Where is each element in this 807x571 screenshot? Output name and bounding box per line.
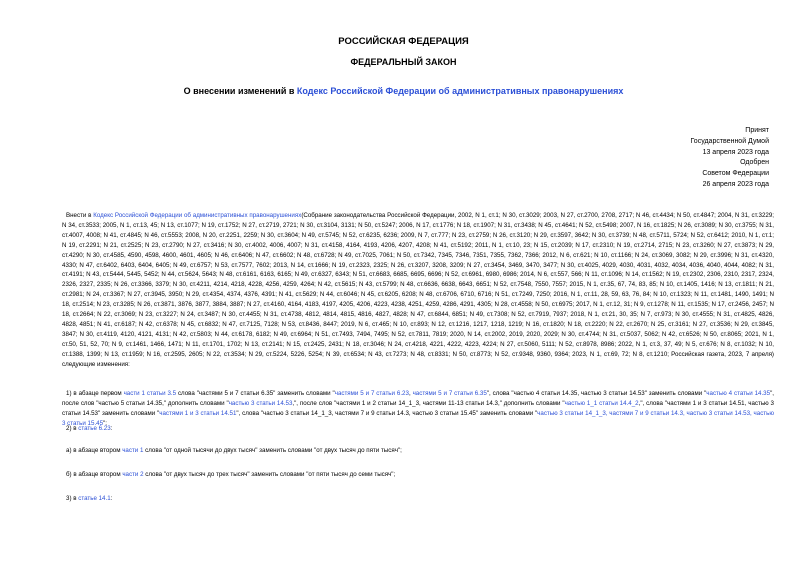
article-link[interactable]: частями 5 и 7 статьи 6.35 bbox=[412, 390, 487, 397]
adoption-council-date: 26 апреля 2023 года bbox=[702, 180, 769, 188]
text-fragment: слова "частями 5 и 7 статьи 6.35" заменить словами " bbox=[176, 390, 335, 397]
text-fragment: , bbox=[408, 390, 413, 397]
intro-code-link[interactable]: Кодекс Российской Федерации об административных правонарушениях bbox=[93, 212, 302, 219]
text-fragment: 3) в bbox=[66, 495, 79, 502]
article-link[interactable]: частью 1_1 статьи 14.4_2 bbox=[564, 399, 639, 407]
item-1-paragraph bbox=[62, 389, 774, 429]
article-link[interactable]: частью 3 статьи 14_1_3, частями 7 и 9 статьи 14.3, частью 3 статьи 14.53, частью 3 статьи 15.45 bbox=[62, 409, 774, 427]
law-title-code-link[interactable]: Кодекс Российской Федерации об административных правонарушениях bbox=[296, 86, 624, 96]
adoption-duma: Государственной Думой bbox=[690, 137, 769, 145]
text-fragment: а) в абзаце втором bbox=[66, 447, 123, 454]
text-fragment: 1) в абзаце первом bbox=[66, 390, 124, 397]
article-link[interactable]: частями 5 и 7 статьи 6.23 bbox=[334, 390, 409, 397]
item-3-paragraph bbox=[62, 494, 774, 504]
text-fragment: б) в абзаце втором bbox=[66, 471, 123, 478]
adoption-approved: Одобрен bbox=[740, 159, 769, 167]
text-fragment: ,", после слов "частями 1 и 2 статьи 14_1_3, частями 11-13 статьи 14.3," дополнить словами " bbox=[292, 399, 565, 407]
article-link[interactable]: части 2 bbox=[122, 471, 144, 478]
intro-paragraph bbox=[62, 211, 774, 370]
adoption-adopted: Принят bbox=[745, 127, 769, 134]
article-link[interactable]: статье 14.1 bbox=[78, 495, 111, 502]
article-link[interactable]: частями 1 и 3 статьи 14.51 bbox=[159, 409, 237, 417]
adoption-duma-date: 13 апреля 2023 года bbox=[702, 148, 769, 156]
law-title-prefix: О внесении изменений в bbox=[183, 86, 297, 96]
adoption-block bbox=[569, 126, 769, 191]
article-link[interactable]: части 1 статьи 3.5 bbox=[123, 390, 177, 397]
text-fragment: ", слова "частью 3 статьи 14_1_3, частями 7 и 9 статьи 14.3, частью 3 статьи 15.45" заменить словами " bbox=[236, 409, 538, 417]
law-type-heading: ФЕДЕРАЛЬНЫЙ ЗАКОН bbox=[350, 57, 457, 67]
law-title bbox=[0, 86, 807, 96]
text-fragment: : bbox=[110, 425, 113, 432]
adoption-council: Советом Федерации bbox=[702, 170, 769, 178]
item-2-paragraph bbox=[62, 424, 774, 434]
article-link[interactable]: части 1 bbox=[122, 447, 144, 454]
federation-heading: РОССИЙСКАЯ ФЕДЕРАЦИЯ bbox=[338, 36, 469, 47]
text-fragment: слова "от двух тысяч до трех тысяч" заменить словами "от пяти тысяч до семи тысяч"; bbox=[143, 471, 396, 478]
text-fragment: : bbox=[110, 495, 113, 502]
text-fragment: ,", слова "частями 1 и 3 статьи 14.51, частью 3 статьи 14.53" заменить словами " bbox=[62, 399, 774, 417]
intro-text: (Собрание законодательства Российской Федерации, 2002, N 1, ст.1; N 30, ст.3029; 2003, N 27, ст.2700, 2708, 2717; N 46, ст.4434; N 50, ст.4847; 2004, N 31, ст.3229; N 34, ст.3533; 2005, N 1, ст.13, 45; N 13, ст.1077; N 19, ст.1752; N 27, ст.2719, 2721; N 30, ст.3104, 3131; N 50, ст.5247; 2006, N 17, ст.1776; N 18, ст.1907; N 31, ст.3438; N 45, ст.4641; N 52, ст.5498; 2007, N 16, ст.1825; N 26, ст.3089; N 30, ст.3755; N 31, ст.4007, 4008; N 41, ст.4845; N 46, ст.5553; 2008, N 20, ст.2251, 2259; N 30, ст.3604; N 49, ст.5745; N 52, ст.6235, 6236; 2009, N 7, ст.777; N 23, ст.2759; N 26, ст.3120; N 29, ст.3597, 3642; N 30, ст.3739; N 48, ст.5711, 5724; N 52, ст.6412; 2010, N 1, ст.1; N 19, ст.2291; N 21, ст.2525; N 23, ст.2790; N 27, ст.3416; N 30, ст.4002, 4006, 4007; N 31, ст.4158, 4164, 4193, 4206, 4207, 4208; N 41, ст.5192; 2011, N 1, ст.10, 23; N 15, ст.2039; N 17, ст.2310; N 19, ст.2714, 2715; N 23, ст.3260; N 27, ст.3873; N 29, ст.4290; N 30, ст.4585, 4590, 4598, 4600, 4601, 4605; N 46, ст.6406; N 47, ст.6602; N 48, ст.6728; N 49, ст.7025, 7061; N 50, ст.7342, 7345, 7346, 7351, 7355, 7362, 7366; 2012, N 6, ст.621; N 10, ст.1166; N 24, ст.3069, 3082; N 29, ст.3996; N 31, ст.4320, 4330; N 47, ст.6402, 6403, 6404, 6405; N 49, ст.6757; N 53, ст.7577, 7602; 2013, N 14, ст.1666; N 19, ст.2323, 2325; N 26, ст.3207, 3208, 3209; N 27, ст.3454, 3469, 3470, 3477; N 30, ст.4025, 4029, 4030, 4031, 4032, 4034, 4036, 4040, 4044, 4082; N 31, ст.4191; N 43, ст.5444, 5445, 5452; N 44, ст.5624, 5643; N 48, ст.6161, 6163, 6165; N 49, ст.6327, 6343; N 51, ст.6683, 6685, 6695, 6696; N 52, ст.6961, 6980, 6986; 2014, N 6, ст.557, 566; N 11, ст.1096; N 14, ст.1562; N 19, ст.2302, 2306, 2310, 2317, 2324, 2326, 2327, 2335; N 26, ст.3366, 3379; N 30, ст.4211, 4214, 4218, 4228, 4256, 4259, 4264; N 42, ст.5615; N 43, ст.5799; N 48, ст.6636, 6638, 6643, 6651; N 52, ст.7548, 7550, 7557; 2015, N 1, ст.35, 67, 74, 83, 85; N 10, ст.1405, 1416; N 13, ст.1811; N 21, ст.2981; N 24, ст.3367; N 27, ст.3945, 3950; N 29, ст.4354, 4374, 4376, 4391; N 41, ст.5629; N 44, ст.6046; N 45, ст.6205, 6208; N 48, ст.6706, 6710, 6716; N 51, ст.7249, 7250; 2016, N 1, ст.11, 28, 59, 63, 76, 84; N 10, ст.1323; N 11, ст.1481, 1490, 1491; N 18, ст.2514; N 23, ст.3285; N 26, ст.3871, 3876, 3877, 3884, 3887; N 27, ст.4160, 4164, 4183, 4197, 4205, 4206, 4223, 4238, 4251, 4259, 4286, 4291, 4305; N 28, ст.4558; N 50, ст.6975; 2017, N 1, ст.12, 31; N 9, ст.1278; N 11, ст.1535; N 17, ст.2456, 2457; N 18, ст.2664; N 22, ст.3069; N 23, ст.3227; N 24, ст.3487; N 30, ст.4455; N 31, ст.4738, 4812, 4814, 4815, 4816, 4827, 4828; N 47, ст.6844, 6851; N 49, ст.7308; N 52, ст.7919, 7937; 2018, N 1, ст.21, 30, 35; N 7, ст.973; N 30, ст.4555; N 31, ст.4825, 4826, 4828, 4851; N 41, ст.6187; N 42, ст.6378; N 45, ст.6832; N 47, ст.7125, 7128; N 53, ст.8436, 8447; 2019, N 6, ст.465; N 10, ст.893; N 12, ст.1216, 1217, 1218, 1219; N 16, ст.1820; N 18, ст.2220; N 22, ст.2670; N 25, ст.3161; N 27, ст.3536; N 29, ст.3845, 3847; N 30, ст.4119, 4120, 4121, 4131; N 42, ст.5803; N 44, ст.6178, 6182; N 49, ст.6964; N 51, ст.7493, 7494, 7495; N 52, ст.7811, 7819; 2020, N 14, ст.2002, 2019, 2020, 2029; N 30, ст.4744; N 31, ст.5037, 5062; N 42, ст.6526; N 50, ст.8065; 2021, N 1, ст.50, 51, 52, 70; N 9, ст.1461, 1466, 1471; N 11, ст.1701, 1702; N 13, ст.2141; N 15, ст.2425, 2431; N 18, ст.3046; N 24, ст.4218, 4221, 4222, 4223, 4224; N 27, ст.5060, 5111; N 52, ст.8978, 8986; 2022, N 1, ст.3, 37, 49; N 5, ст.676; N 8, ст.1032; N 10, ст.1388, 1399; N 13, ст.1959; N 16, ст.2595, 2605; N 22, ст.3534; N 29, ст.5224, 5226, 5254; N 39, ст.6534; N 43, ст.7273; N 48, ст.8331; N 50, ст.8773; N 52, ст.9348, 9360, 9364; 2023, N 1, ст.69, 72; N 8, ст.1210; Российская газета, 2023, 7 апреля) следующие изменения: bbox=[62, 212, 774, 368]
text-fragment: "; bbox=[103, 419, 107, 427]
article-link[interactable]: статье 6.23 bbox=[78, 425, 111, 432]
article-link[interactable]: частью 4 статьи 14.35 bbox=[706, 390, 771, 397]
text-fragment: 2) в bbox=[66, 425, 79, 432]
text-fragment: ", после слов "частью 5 статьи 14.35," дополнить словами " bbox=[62, 390, 774, 407]
text-fragment: слова "от одной тысячи до двух тысяч" заменить словами "от двух тысяч до пяти тысяч"; bbox=[143, 447, 402, 454]
item-2b-paragraph bbox=[62, 470, 774, 480]
article-link[interactable]: частью 3 статьи 14.53 bbox=[228, 399, 293, 407]
item-2a-paragraph bbox=[62, 446, 774, 456]
text-fragment: ", слова "частью 4 статьи 14.35, частью 3 статьи 14.53" заменить словами " bbox=[486, 390, 707, 397]
intro-prefix: Внести в bbox=[66, 212, 94, 219]
